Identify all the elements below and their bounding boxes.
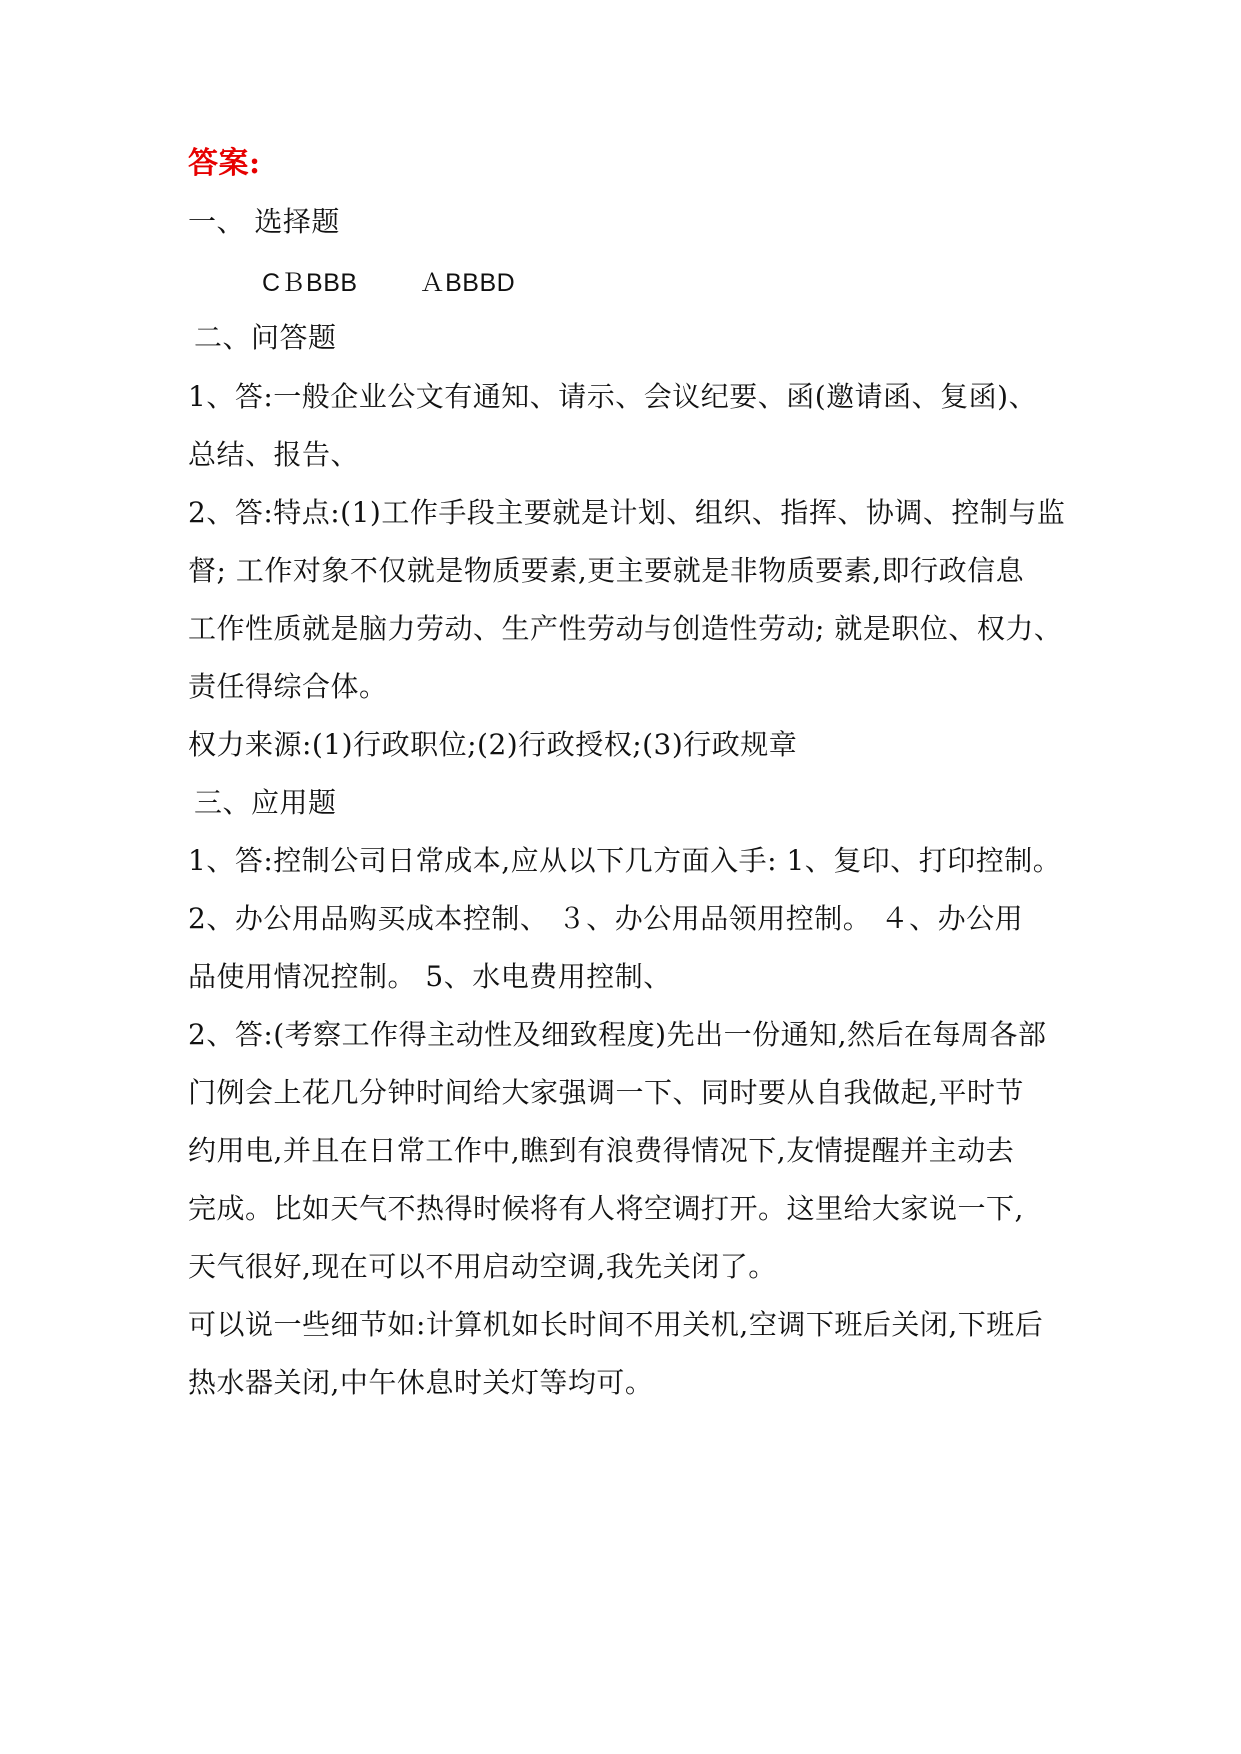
section-3-line: 2、答:(考察工作得主动性及细致程度)先出一份通知,然后在每周各部 [188, 1018, 1047, 1051]
section-3-line: 门例会上花几分钟时间给大家强调一下、同时要从自我做起,平时节 [188, 1076, 1024, 1109]
choice-answers-group-1: CＢBBB [262, 269, 358, 297]
section-1-heading: 一、 选择题 [188, 205, 340, 238]
section-2-line: 工作性质就是脑力劳动、生产性劳动与创造性劳动; 就是职位、权力、 [188, 612, 1063, 645]
section-3-line: 品使用情况控制。 5、水电费用控制、 [188, 960, 672, 993]
section-2-line: 督; 工作对象不仅就是物质要素,更主要就是非物质要素,即行政信息 [188, 554, 1025, 587]
section-2-line: 1、答:一般企业公文有通知、请示、会议纪要、函(邀请函、复函)、 [188, 380, 1038, 413]
section-3-line: 天气很好,现在可以不用启动空调,我先关闭了。 [188, 1250, 777, 1283]
section-3-line: 2、办公用品购买成本控制、 ３、办公用品领用控制。 ４、办公用 [188, 902, 1024, 935]
section-3-line: 完成。比如天气不热得时候将有人将空调打开。这里给大家说一下, [188, 1192, 1024, 1225]
choice-answers [262, 265, 515, 301]
section-2-heading: 二、问答题 [194, 321, 337, 354]
section-3-heading: 三、应用题 [194, 786, 337, 819]
section-3-line: 热水器关闭,中午休息时关灯等均可。 [188, 1366, 654, 1399]
choice-answers-group-2: ＡBBBD [419, 269, 516, 297]
section-2-line: 责任得综合体。 [188, 670, 388, 703]
section-2-line: 总结、报告、 [188, 438, 360, 471]
section-2-line: 权力来源:(1)行政职位;(2)行政授权;(3)行政规章 [188, 728, 798, 761]
section-3-line: 可以说一些细节如:计算机如长时间不用关机,空调下班后关闭,下班后 [188, 1308, 1044, 1341]
answer-title: 答案: [188, 146, 261, 181]
section-2-line: 2、答:特点:(1)工作手段主要就是计划、组织、指挥、协调、控制与监 [188, 496, 1066, 529]
section-3-line: 约用电,并且在日常工作中,瞧到有浪费得情况下,友情提醒并主动去 [188, 1134, 1015, 1167]
section-3-line: 1、答:控制公司日常成本,应从以下几方面入手: 1、复印、打印控制。 [188, 844, 1062, 877]
